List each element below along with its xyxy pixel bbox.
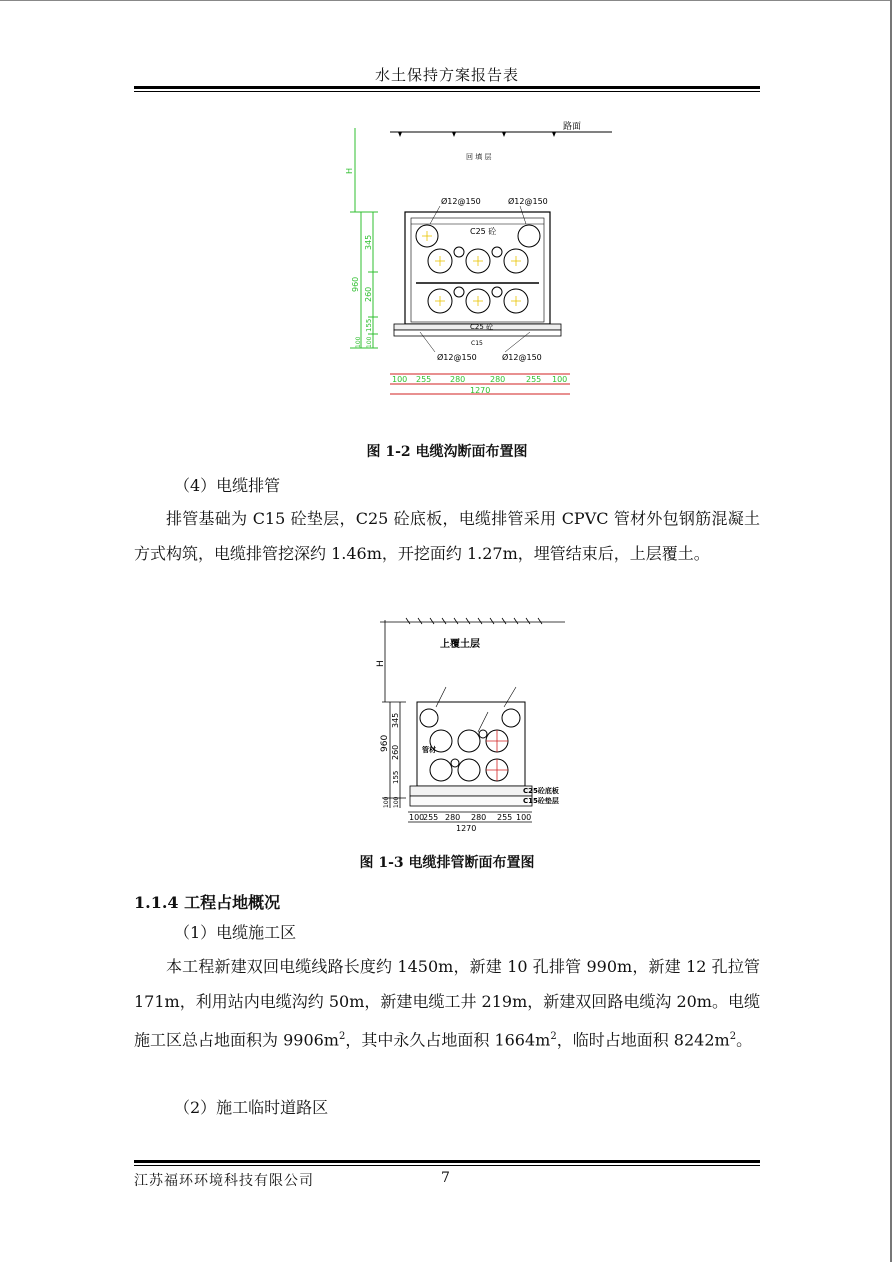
dim-row-item: 280 (450, 375, 466, 384)
page-top-border (0, 0, 892, 1)
paragraph-cable-duct: 排管基础为 C15 砼垫层，C25 砼底板，电缆排管采用 CPVC 管材外包钢筋混凝土方式构筑，电缆排管挖深约 1.46m，开挖面约 1.27m，埋管结束后，上层覆土。 (134, 509, 760, 563)
c15-label: C15 (471, 340, 483, 347)
dim-h-label: H (376, 660, 386, 667)
duct-pipe-small (479, 730, 487, 738)
dim-100: 100 (366, 336, 373, 348)
rebar-bottom-left-label: Ø12@150 (437, 353, 477, 362)
concrete-top-label: C25 砼 (470, 227, 497, 236)
dim-row-item: 280 (445, 813, 461, 822)
road-tick (552, 132, 556, 137)
cable-pipe-small (492, 247, 502, 257)
rebar-bottom-right-label: Ø12@150 (502, 353, 542, 362)
dim-row-item: 255 (526, 375, 542, 384)
footer-rule (134, 1160, 760, 1163)
fill-layer-label: 回 填 层 (466, 153, 492, 161)
item-2-label: （2）施工临时道路区 (174, 1098, 329, 1117)
dim-row-item: 100 (516, 813, 532, 822)
page-header-title: 水土保持方案报告表 (374, 66, 519, 84)
cable-pipe-small (492, 287, 502, 297)
dim-width: 1270 (456, 824, 477, 833)
header-rule-thin (134, 91, 760, 92)
dim-h-label: H (345, 167, 354, 174)
page-number: 7 (441, 1170, 450, 1186)
cushion-label: C15砼垫层 (523, 797, 559, 805)
c25-base-slab (410, 786, 532, 796)
dim-row-item: 100 (392, 375, 408, 384)
section-title: 工程占地概况 (184, 893, 281, 912)
duct-pipe (458, 759, 480, 781)
footer-company: 江苏福环环境科技有限公司 (134, 1173, 314, 1189)
duct-pipe (502, 709, 520, 727)
header-rule (134, 86, 760, 89)
item-1-label: （1）电缆施工区 (174, 923, 297, 942)
road-tick (502, 132, 506, 137)
figure-cable-trench-section (330, 112, 620, 412)
paragraph-land-occupation: 本工程新建双回电缆线路长度约 1450m，新建 10 孔排管 990m，新建 12 孔拉管 171m，利用站内电缆沟约 50m，新建电缆工井 219m，新建双回路电缆沟 20m。电缆施工区总占地面积为 $9906m^2$，其中永久占地面积 $1664m^2$，临时占地面积 $8242m^2$。 (134, 957, 760, 1050)
road-label: 路面 (563, 122, 582, 132)
dim-100: 100 (355, 336, 362, 348)
dim-row-item: 100 (552, 375, 568, 384)
road-tick (398, 132, 402, 137)
top-soil-label: 上覆土层 (440, 639, 480, 650)
dim-100: 100 (383, 796, 390, 808)
dim-row-item: 280 (471, 813, 487, 822)
section-heading (134, 890, 280, 913)
dim-row-item: 255 (416, 375, 432, 384)
dim-row-item: 280 (490, 375, 506, 384)
footer-rule-thin (134, 1165, 760, 1166)
figure-1-3-caption: 图 1-3 电缆排管断面布置图 (359, 855, 535, 871)
dim-row-item: 255 (497, 813, 513, 822)
cable-pipe-small (454, 247, 464, 257)
dim-960: 960 (351, 276, 360, 292)
dim-155: 155 (392, 770, 400, 784)
dim-row-item: 255 (423, 813, 439, 822)
road-tick (452, 132, 456, 137)
dim-260: 260 (391, 744, 400, 760)
dim-960: 960 (380, 734, 390, 752)
dim-260: 260 (364, 286, 373, 302)
rebar-top-right-label: Ø12@150 (508, 197, 548, 206)
dim-width: 1270 (470, 386, 491, 395)
c15-cushion (410, 796, 532, 806)
dim-345: 345 (391, 712, 400, 728)
dim-155: 155 (365, 318, 373, 332)
duct-pipe (420, 709, 438, 727)
section-number: 1.1.4 (134, 893, 179, 912)
cable-pipe (518, 225, 540, 247)
rebar-top-left-label: Ø12@150 (441, 197, 481, 206)
base-slab-label: C25砼底板 (523, 787, 559, 795)
item-4-label: （4）电缆排管 (174, 476, 281, 495)
duct-pipe (430, 759, 452, 781)
concrete-bottom-label: C25 砼 (470, 323, 494, 331)
duct-pipe-small (451, 759, 459, 767)
figure-cable-duct-section (360, 612, 590, 842)
dim-345: 345 (364, 234, 373, 250)
dim-100: 100 (393, 796, 400, 808)
figure-1-2-caption: 图 1-2 电缆沟断面布置图 (366, 444, 528, 460)
cable-pipe-small (454, 287, 464, 297)
dim-row-item: 100 (409, 813, 425, 822)
duct-pipe (458, 730, 480, 752)
pipe-material-label: 管材 (422, 746, 436, 754)
